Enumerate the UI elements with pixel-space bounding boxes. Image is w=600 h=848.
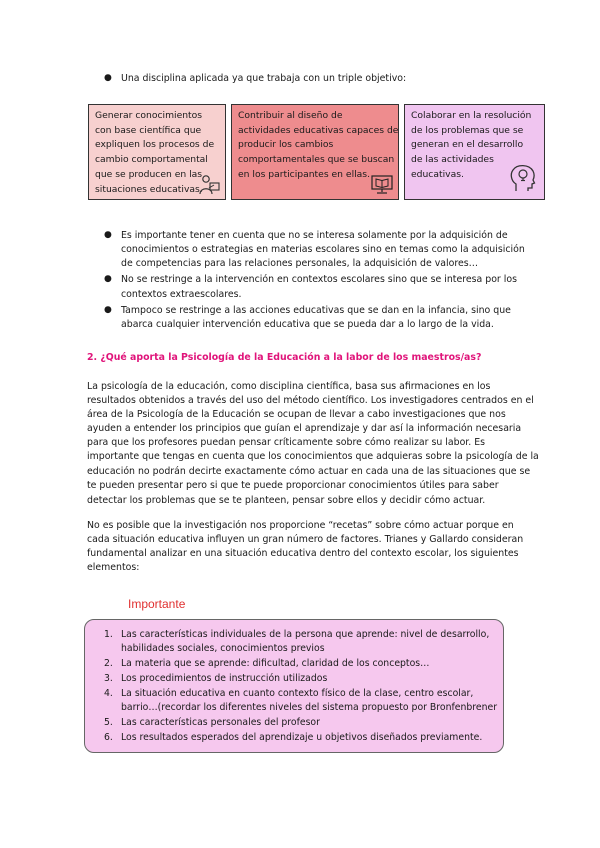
- list-number: 2.: [104, 658, 113, 669]
- paragraph-line: La psicología de la educación, como disciplina científica, basa sus afirmaciones en los: [87, 381, 491, 392]
- book-screen-icon: [371, 175, 393, 195]
- list-item: Los resultados esperados del aprendizaje u objetivos diseñados previamente.: [121, 732, 483, 743]
- head-idea-icon: [509, 163, 537, 193]
- box-line: con base científica que: [95, 124, 202, 136]
- paragraph-line: ayuden a entender los principios que guían el aprendizaje y dar así la información necesaria: [87, 423, 522, 434]
- bullet-line: No se restringe a la intervención en contextos escolares sino que se interesa por los: [121, 274, 517, 285]
- bullet-dot: ●: [104, 230, 112, 240]
- box-line: comportamentales que se buscan: [238, 154, 395, 166]
- box-line: generan en el desarrollo: [411, 139, 524, 151]
- bullet-line: conocimientos o estrategias en materias escolares sino en temas como la adquisición: [121, 244, 525, 255]
- paragraph-line: cada situación educativa influyen un gran número de factores. Trianes y Gallardo consideran: [87, 534, 524, 545]
- paragraph-line: elementos:: [87, 562, 140, 573]
- paragraph-line: fundamental analizar en una situación educativa dentro del contexto escolar, los siguientes: [87, 548, 519, 559]
- box-line: expliquen los procesos de: [95, 139, 215, 151]
- important-label: Importante: [128, 597, 186, 611]
- bullet-line: contextos extraescolares.: [121, 289, 242, 300]
- list-number: 4.: [104, 688, 113, 699]
- bullet-dot: ●: [104, 274, 112, 284]
- bullet-dot: ●: [104, 73, 112, 83]
- list-number: 6.: [104, 732, 113, 743]
- intro-bullet-text: Una disciplina aplicada ya que trabaja con un triple objetivo:: [121, 73, 407, 84]
- bullet-line: de competencias para las relaciones personales, la adquisición de valores…: [121, 258, 479, 269]
- bullet-line: Tampoco se restringe a las acciones educativas que se dan en la infancia, sino que: [121, 305, 511, 316]
- box-line: situaciones educativas.: [95, 183, 203, 195]
- paragraph-line: te pueden presentar pero si que te puede proporcionar conocimientos útiles para saber: [87, 480, 499, 491]
- paragraph-line: resultados obtenidos a través del uso del método científico. Los investigadores centrados en el: [87, 395, 534, 406]
- list-item: Los procedimientos de instrucción utilizados: [121, 673, 328, 684]
- box-line: en los participantes en ellas.: [238, 168, 371, 180]
- section-heading: 2. ¿Qué aporta la Psicología de la Educación a la labor de los maestros/as?: [87, 352, 482, 363]
- list-item: Las características individuales de la persona que aprende: nivel de desarrollo,: [121, 629, 490, 640]
- paragraph-line: importante que tengas en cuenta que los conocimientos que adquieras sobre la psicología de la: [87, 451, 539, 462]
- teacher-icon: [197, 173, 221, 197]
- paragraph-line: área de la Psicología de la Educación se ocupan de llevar a cabo investigaciones que nos: [87, 409, 506, 420]
- box-line: que se producen en las: [95, 168, 203, 180]
- box-line: educativas.: [411, 168, 464, 180]
- box-line: producir los cambios: [238, 139, 334, 151]
- box-line: actividades educativas capaces de: [238, 124, 399, 136]
- list-item: La materia que se aprende: dificultad, claridad de los conceptos…: [121, 658, 430, 669]
- bullet-dot: ●: [104, 305, 112, 315]
- paragraph-line: No es posible que la investigación nos proporcione “recetas” sobre cómo actuar porque en: [87, 520, 514, 531]
- list-item: habilidades sociales, conocimientos previos: [121, 643, 325, 654]
- box-line: de las actividades: [411, 154, 494, 166]
- box-line: Contribuir al diseño de: [238, 110, 343, 121]
- objective-box-design-activities: [231, 104, 399, 200]
- box-line: cambio comportamental: [95, 154, 208, 166]
- bullet-line: abarca cualquier intervención educativa que se pueda dar a lo largo de la vida.: [121, 319, 494, 330]
- list-item: La situación educativa en cuanto contexto físico de la clase, centro escolar,: [121, 688, 474, 699]
- box-line: Colaborar en la resolución: [411, 110, 532, 121]
- list-number: 1.: [104, 629, 113, 640]
- objective-box-solve-problems: [404, 104, 545, 200]
- list-number: 3.: [104, 673, 113, 684]
- paragraph-line: educación no podrán decirte exactamente cómo actuar en cada una de las situaciones que se: [87, 466, 531, 477]
- list-item: Las características personales del profesor: [121, 717, 320, 728]
- list-item: barrio…(recordar los diferentes niveles del sistema propuesto por Bronfenbrener: [121, 702, 498, 713]
- paragraph-line: detectar los problemas que se te planteen, pensar sobre ellos y decidir cómo actuar.: [87, 495, 486, 506]
- bullet-line: Es importante tener en cuenta que no se interesa solamente por la adquisición de: [121, 230, 508, 241]
- box-line: Generar conocimientos: [95, 110, 203, 121]
- paragraph-line: para que los profesores puedan pensar críticamente sobre cómo realizar su labor. Es: [87, 437, 486, 448]
- objective-box-generate-knowledge: [88, 104, 226, 200]
- list-number: 5.: [104, 717, 113, 728]
- box-line: de los problemas que se: [411, 124, 524, 136]
